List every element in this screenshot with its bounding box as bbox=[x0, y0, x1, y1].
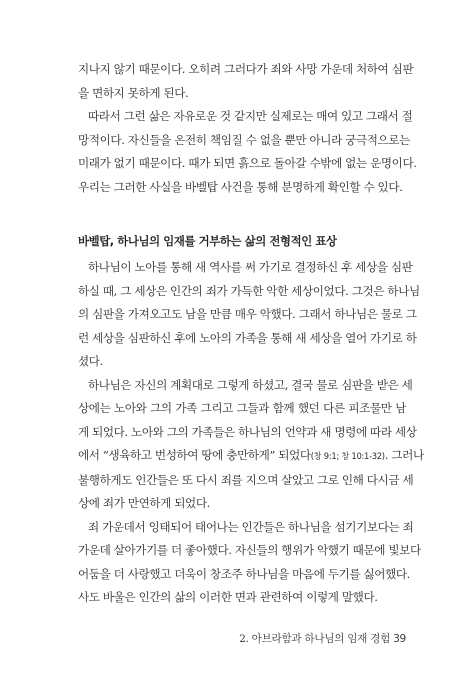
text-line: 사도 바울은 인간의 삶의 이러한 면과 관련하여 이렇게 말했다. bbox=[78, 590, 378, 604]
text-line: 불행하게도 인간들은 또 다시 죄를 지으며 살았고 그로 인해 다시금 세 bbox=[78, 472, 414, 487]
text-line: 미래가 없기 때문이다. 때가 되면 흙으로 돌아갈 수밖에 없는 운명이다. bbox=[78, 156, 417, 170]
text-line: 우리는 그러한 사실을 바벨탑 사건을 통해 분명하게 확인할 수 있다. bbox=[78, 179, 403, 194]
quote-text: 에서 “생육하고 번성하여 땅에 충만하게” 되었다 bbox=[78, 448, 311, 462]
paragraph-2 bbox=[78, 105, 417, 199]
chapter-title: 2. 아브라함과 하나님의 임재 경험 bbox=[239, 633, 391, 645]
text-line-with-reference bbox=[78, 444, 424, 469]
scripture-reference: (창 9:1; 창 10:1-32) bbox=[310, 451, 385, 461]
text-line: 망적이다. 자신들을 온전히 책임질 수 없을 뿐만 아니라 궁극적으로는 bbox=[78, 132, 410, 147]
text-line: 따라서 그런 삶은 자유로운 것 같지만 실제로는 매여 있고 그래서 절 bbox=[88, 109, 413, 123]
text-line: 상에는 노아와 그의 가족 그리고 그들과 함께 했던 다른 피조물만 남 bbox=[78, 401, 406, 415]
quote-tail: . 그러나 bbox=[384, 448, 424, 462]
paragraph-1 bbox=[78, 58, 414, 105]
page-number: 39 bbox=[393, 633, 406, 645]
paragraph-4 bbox=[78, 374, 424, 516]
text-line: 하나님이 노아를 통해 새 역사를 써 가기로 결정하신 후 세상을 심판 bbox=[88, 260, 413, 274]
text-line: 셨다. bbox=[78, 354, 103, 368]
text-line: 의 심판을 가져오고도 남을 만큼 매우 악했다. 그래서 하나님은 물로 그 bbox=[78, 307, 417, 321]
book-page-body bbox=[78, 58, 424, 610]
text-line: 런 세상을 심판하신 후에 노아의 가족을 통해 새 세상을 열어 가기로 하 bbox=[78, 330, 417, 345]
text-line: 하실 때, 그 세상은 인간의 죄가 가득한 악한 세상이었다. 그것은 하나님 bbox=[78, 283, 420, 298]
text-line: 을 면하지 못하게 된다. bbox=[78, 85, 189, 100]
paragraph-3 bbox=[78, 256, 420, 374]
text-line: 죄 가운데서 잉태되어 태어나는 인간들은 하나님을 섬기기보다는 죄 bbox=[88, 519, 414, 534]
text-line: 가운데 살아가기를 더 좋아했다. 자신들의 행위가 악했기 때문에 빛보다 bbox=[78, 543, 421, 557]
text-line: 상에 죄가 만연하게 되었다. bbox=[78, 496, 210, 510]
text-line: 어둠을 더 사랑했고 더욱이 창조주 하나님을 마음에 두기를 싫어했다. bbox=[78, 566, 410, 581]
text-line: 하나님은 자신의 계획대로 그렇게 하셨고, 결국 물로 심판을 받은 세 bbox=[88, 377, 413, 392]
section-heading: 바벨탑, 하나님의 임재를 거부하는 삶의 전형적인 표상 bbox=[78, 234, 337, 248]
page-footer bbox=[239, 631, 406, 646]
text-line: 게 되었다. 노아와 그의 가족들은 하나님의 언약과 새 명령에 따라 세상 bbox=[78, 424, 417, 439]
paragraph-5 bbox=[78, 516, 421, 610]
text-line: 지나지 않기 때문이다. 오히려 그러다가 죄와 사망 가운데 처하여 심판 bbox=[78, 62, 414, 76]
